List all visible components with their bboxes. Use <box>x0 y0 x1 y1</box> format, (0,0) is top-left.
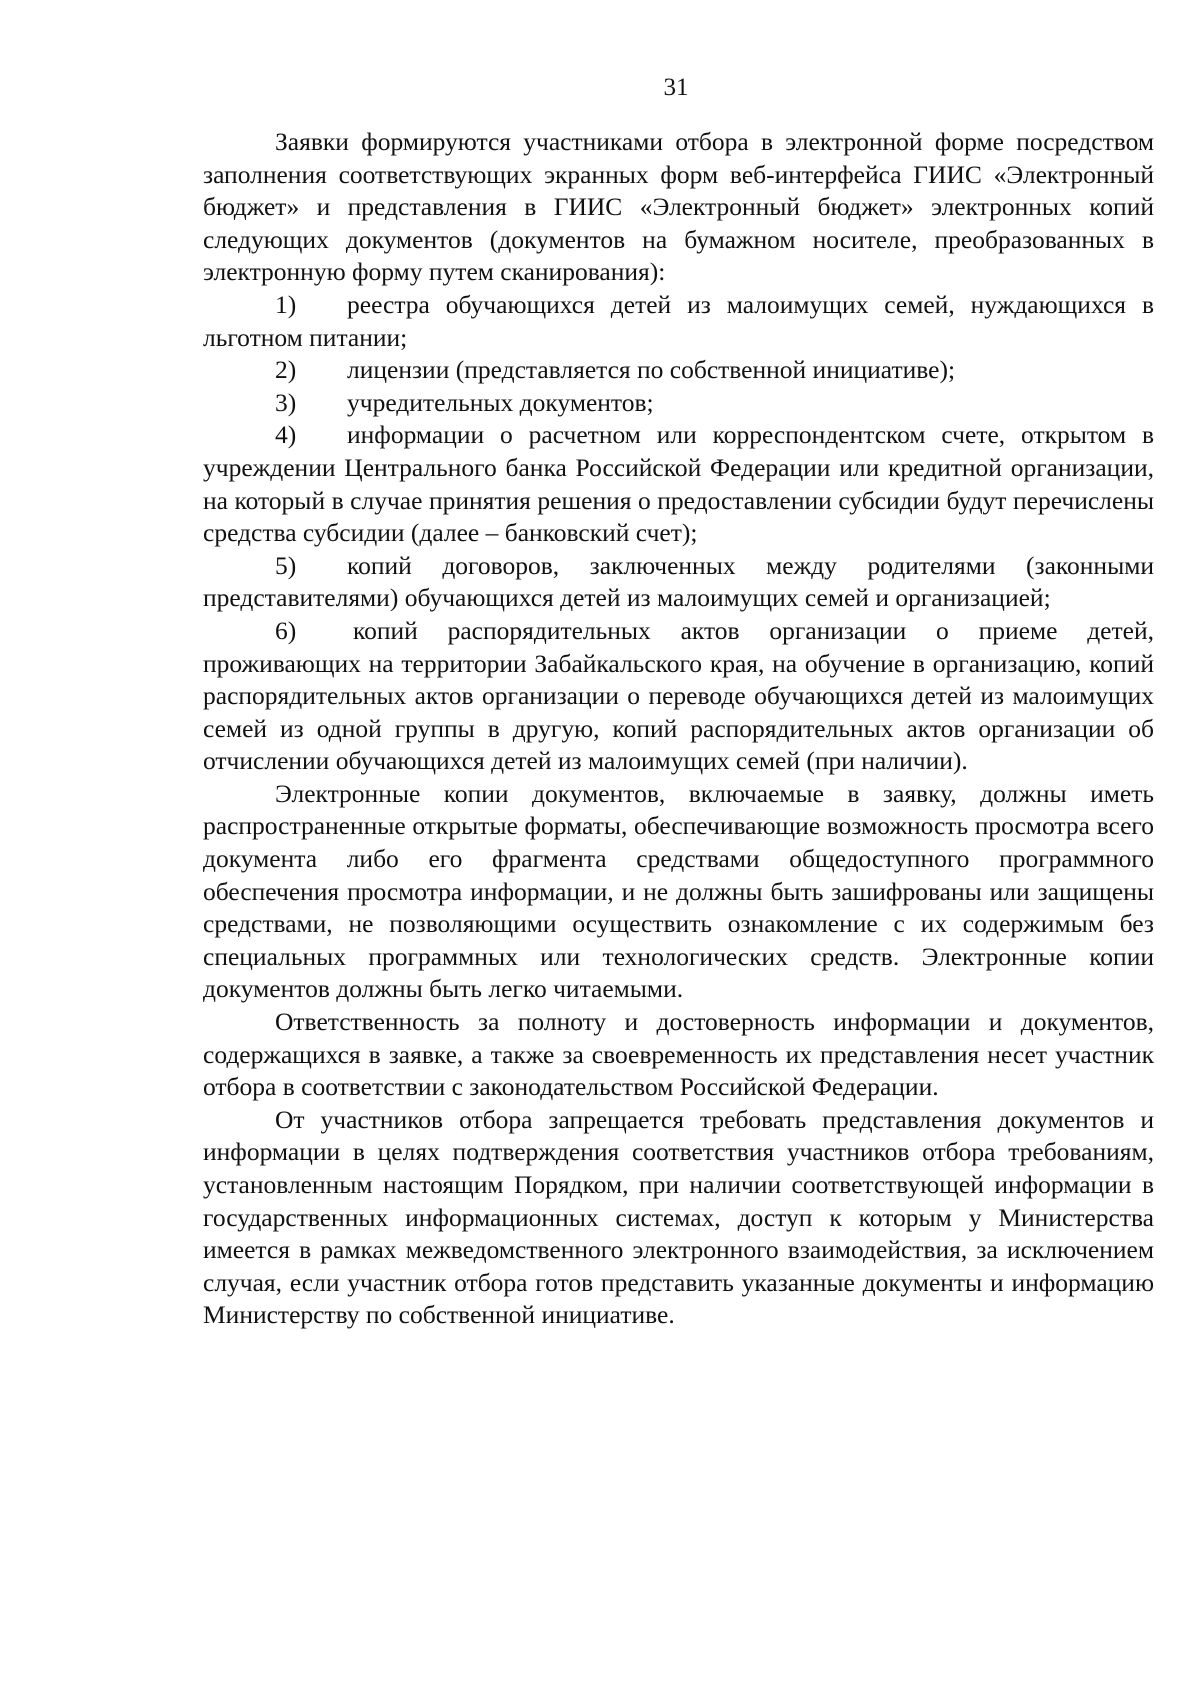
list-item-5 <box>203 550 1154 615</box>
paragraph-intro <box>203 126 1154 289</box>
list-item-1 <box>203 289 1154 354</box>
document-body <box>203 126 1154 1332</box>
list-item-text: реестра обучающихся детей из малоимущих семей, нуждающихся в льготном питании; <box>203 289 1154 352</box>
paragraph-text: От участников отбора запрещается требовать представления документов и информации в целях подтверждения соответствия участников отбора требованиям, установленным настоящим Порядком, при наличии соответствующей информации в государственных информационных системах, доступ к которым у Министерства имеется в рамках межведомственного электронного взаимодействия, за исключением случая, если участник отбора готов представить указанные документы и информацию Министерству по собственной инициативе. <box>203 1104 1154 1330</box>
list-number: 6) <box>275 615 297 645</box>
list-item-text: копий договоров, заключенных между родителями (законными представителями) обучающихся детей из малоимущих семей и организацией; <box>203 550 1154 613</box>
paragraph-electronic-copies <box>203 778 1154 1006</box>
list-number: 4) <box>275 420 297 450</box>
paragraph-text: Заявки формируются участниками отбора в электронной форме посредством заполнения соответствующих экранных форм веб-интерфейса ГИИС «Электронный бюджет» и представления в ГИИС «Электронный бюджет» электронных копий следующих документов (документов на бумажном носителе, преобразованных в электронную форму путем сканирования): <box>203 127 1154 287</box>
list-item-text: лицензии (представляется по собственной инициативе); <box>347 355 956 385</box>
list-item-4 <box>203 419 1154 549</box>
list-number: 5) <box>275 550 297 580</box>
list-item-6 <box>203 615 1154 778</box>
list-item-text: учредительных документов; <box>347 387 654 417</box>
list-item-text: копий распорядительных актов организации о приеме детей, проживающих на территории Забайкальского края, на обучение в организацию, копий распорядительных актов организации о переводе обучающихся детей из малоимущих семей из одной группы в другую, копий распорядительных актов организации об отчислении обучающихся детей из малоимущих семей (при наличии). <box>203 615 1154 776</box>
paragraph-text: Ответственность за полноту и достоверность информации и документов, содержащихся в заявке, а также за своевременность их представления несет участник отбора в соответствии с законодательством Российской Федерации. <box>203 1007 1154 1102</box>
paragraph-text: Электронные копии документов, включаемые в заявку, должны иметь распространенные открытые форматы, обеспечивающие возможность просмотра всего документа либо его фрагмента средствами общедоступного программного обеспечения просмотра информации, и не должны быть зашифрованы или защищены средствами, не позволяющими осуществить ознакомление с их содержимым без специальных программных или технологических средств. Электронные копии документов должны быть легко читаемыми. <box>203 778 1154 1004</box>
paragraph-prohibition <box>203 1104 1154 1332</box>
list-number: 1) <box>275 289 297 319</box>
paragraph-responsibility <box>203 1006 1154 1104</box>
list-number: 2) <box>275 355 297 385</box>
list-item-3 <box>203 387 1154 420</box>
list-item-2 <box>203 354 1154 387</box>
list-item-text: информации о расчетном или корреспондентском счете, открытом в учреждении Центрального банка Российской Федерации или кредитной организации, на который в случае принятия решения о предоставлении субсидии будут перечислены средства субсидии (далее – банковский счет); <box>203 420 1154 548</box>
page-number: 31 <box>663 74 689 101</box>
list-number: 3) <box>275 387 297 417</box>
